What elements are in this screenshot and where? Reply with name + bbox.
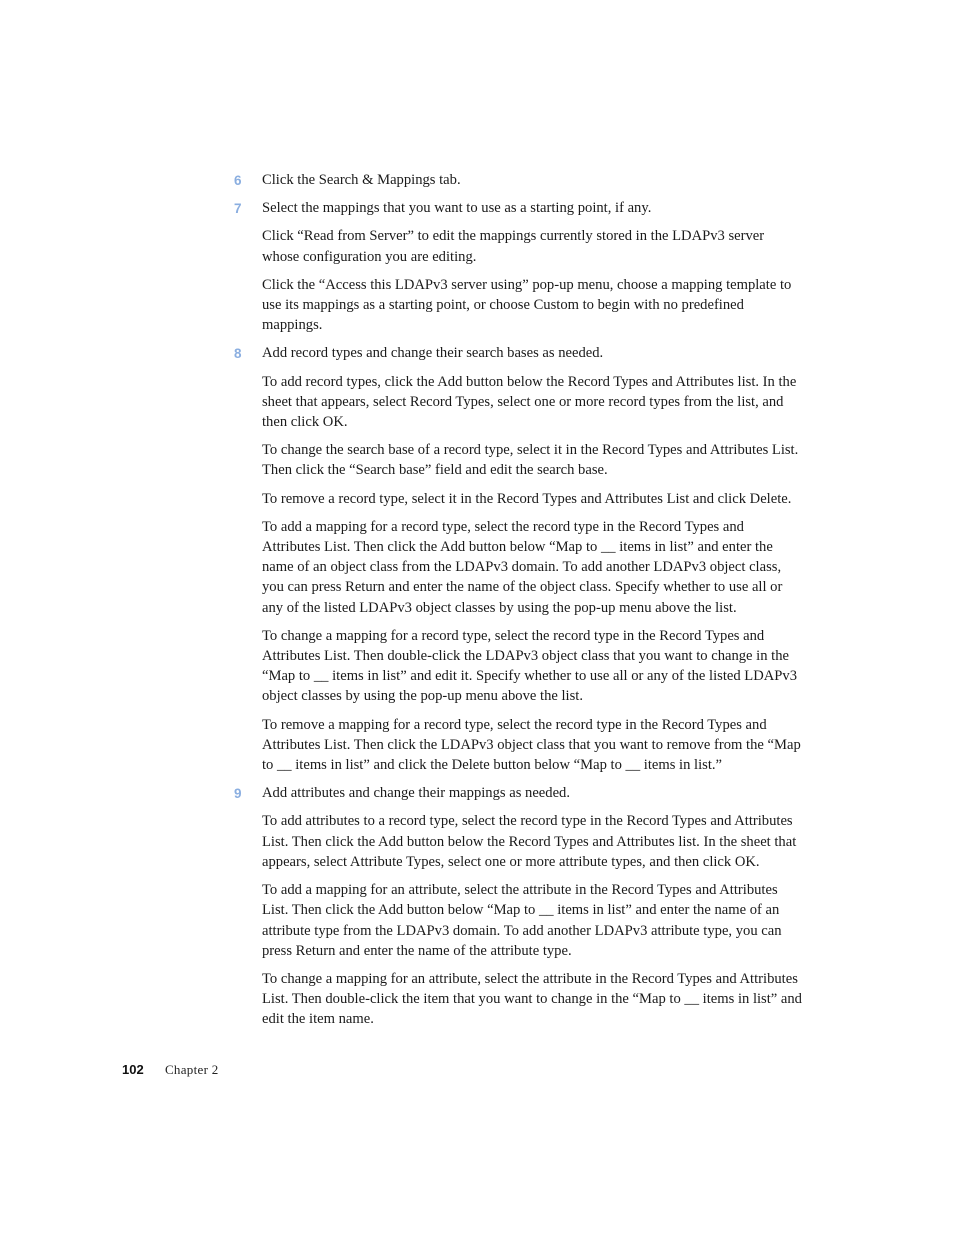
step-text: Click the Search & Mappings tab. [262,172,461,188]
step-text: Select the mappings that you want to use as a starting point, if any. [262,200,652,217]
step-6 [0,170,804,190]
page-footer [122,1062,219,1078]
page-number: 102 [122,1062,144,1077]
chapter-label: Chapter 2 [164,1062,219,1077]
paragraph: To add a mapping for an attribute, select the attribute in the Record Types and Attributes List. Then click the Add button below “Map to __ items in list” and enter the name of an attribute type from the LDAPv3 domain. To add another LDAPv3 attribute type, you can press Return and enter the name of the attribute type. [262,882,782,959]
paragraph: To change a mapping for a record type, select the record type in the Record Types and Attributes List. Then double-click the LDAPv3 object class that you want to change in the “Map to __ items in list” and edit it. Specify whether to use all or any of the listed LDAPv3 object classes by using the pop-up menu above the list. [262,627,798,705]
document-body [0,170,954,1038]
step-number: 6 [234,173,242,188]
step-9 [0,783,804,803]
step-number: 9 [234,786,242,802]
paragraph: Click “Read from Server” to edit the mappings currently stored in the LDAPv3 server whose configuration you are editing. [262,228,765,265]
paragraph: To remove a record type, select it in the Record Types and Attributes List and click Delete. [262,490,792,507]
step-text: Add attributes and change their mappings as needed. [262,785,570,802]
paragraph: To add a mapping for a record type, select the record type in the Record Types and Attributes List. Then click the Add button below “Map to __ items in list” and enter the name of an object class from the LDAPv3 domain. To add another LDAPv3 object class, you can press Return and enter the name of the object class. Specify whether to use all or any of the listed LDAPv3 object classes by using the pop-up menu above the list. [262,518,783,616]
paragraph: To remove a mapping for a record type, select the record type in the Record Types and Attributes List. Then click the LDAPv3 object class that you want to remove from the “Map to __ items in list” and click the Delete button below “Map to __ items in list.” [262,716,801,774]
paragraph: Click the “Access this LDAPv3 server using” pop-up menu, choose a mapping template to use its mappings as a starting point, or choose Custom to begin with no predefined mappings. [262,276,792,334]
step-number: 8 [234,346,242,362]
step-number: 7 [234,201,242,217]
paragraph: To add record types, click the Add button below the Record Types and Attributes list. In the sheet that appears, select Record Types, select one or more record types from the list, and then click OK. [262,373,797,431]
paragraph: To add attributes to a record type, select the record type in the Record Types and Attributes List. Then click the Add button below the Record Types and Attributes list. In the sheet that appears, select Attribute Types, select one or more attribute types, and then click OK. [262,813,797,870]
paragraph: To change a mapping for an attribute, select the attribute in the Record Types and Attributes List. Then double-click the item that you want to change in the “Map to __ items in list” and edit the item name. [262,970,802,1028]
step-7 [0,198,804,218]
paragraph: To change the search base of a record type, select it in the Record Types and Attributes List. Then click the “Search base” field and edit the search base. [262,442,799,479]
step-8 [0,343,804,363]
step-text: Add record types and change their search bases as needed. [262,345,604,362]
